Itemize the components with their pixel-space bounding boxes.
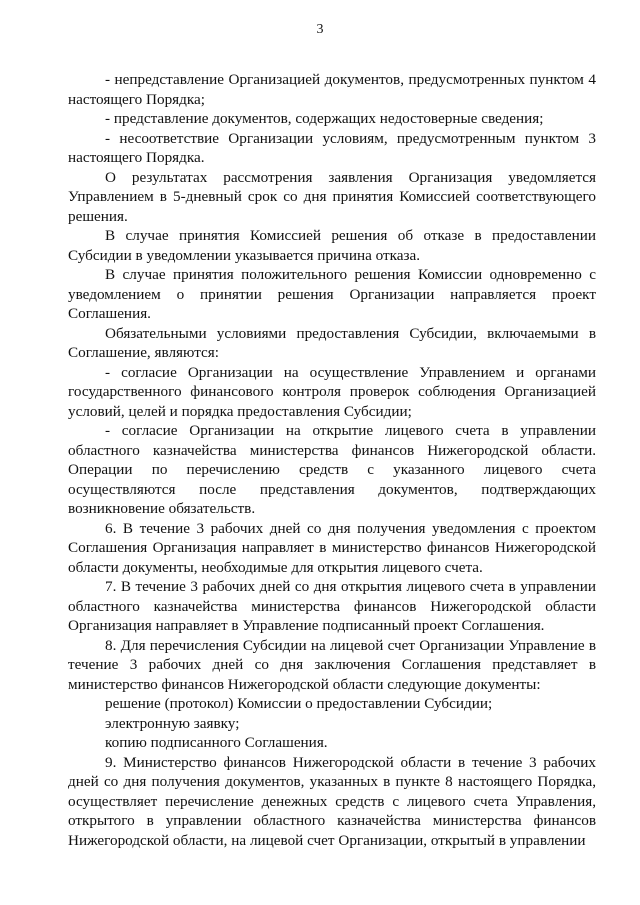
paragraph-item-7: 7. В течение 3 рабочих дней со дня открытия лицевого счета в управлении областного казначейства министерства финансов Нижегородской области Организация направляет в Управление подписанный проект Соглашения. xyxy=(68,578,596,634)
paragraph-refusal: В случае принятия Комиссией решения об отказе в предоставлении Субсидии в уведомлении указывается причина отказа. xyxy=(68,227,596,264)
paragraph-item-9: 9. Министерство финансов Нижегородской области в течение 3 рабочих дней со дня получения документов, указанных в пункте 8 настоящего Порядка, осуществляет перечисление денежных средств с лицевого счета Управления, открытого в управлении областного казначейства министерства финансов Нижегородской области, на лицевой счет Организации, открытый в управлении xyxy=(68,753,596,849)
paragraph-bullet-2: - представление документов, содержащих недостоверные сведения; xyxy=(105,110,544,127)
paragraph-bullet-1: - непредставление Организацией документов, предусмотренных пунктом 4 настоящего Порядка; xyxy=(68,71,596,108)
paragraph-mandatory-conditions: Обязательными условиями предоставления Субсидии, включаемыми в Соглашение, являются: xyxy=(68,324,596,361)
paragraph-consent-account: - согласие Организации на открытие лицевого счета в управлении областного казначейства министерства финансов Нижегородской области. Операции по перечислению средств с указанного лицевого счета осуществляются после представления документов, подтверждающих возникновение обязательств. xyxy=(68,422,596,517)
paragraph-bullet-3: - несоответствие Организации условиям, предусмотренным пунктом 3 настоящего Порядка. xyxy=(68,129,596,166)
paragraph-item-8: 8. Для перечисления Субсидии на лицевой счет Организации Управление в течение 3 рабочих дней со дня заключения Соглашения представляет в министерство финансов Нижегородской области следующие документы: xyxy=(68,636,596,693)
paragraph-doc-protocol: решение (протокол) Комиссии о предоставлении Субсидии; xyxy=(105,695,493,712)
paragraph-doc-request: электронную заявку; xyxy=(105,714,240,732)
paragraph-positive-decision: В случае принятия положительного решения Комиссии одновременно с уведомлением о принятии решения Организации направляется проект Соглашения. xyxy=(68,266,596,322)
paragraph-doc-agreement-copy: копию подписанного Соглашения. xyxy=(105,734,328,751)
page-number: 3 xyxy=(316,22,324,37)
paragraph-item-6: 6. В течение 3 рабочих дней со дня получения уведомления с проектом Соглашения Организация направляет в министерство финансов Нижегородской области документы, необходимые для открытия лицевого счета. xyxy=(68,519,596,576)
document-body xyxy=(68,70,596,850)
paragraph-notification: О результатах рассмотрения заявления Организация уведомляется Управлением в 5-дневный срок со дня принятия Комиссией соответствующего решения. xyxy=(68,168,596,225)
paragraph-consent-control: - согласие Организации на осуществление Управлением и органами государственного финансового контроля проверок соблюдения Организацией условий, целей и порядка предоставления Субсидии; xyxy=(68,363,596,420)
